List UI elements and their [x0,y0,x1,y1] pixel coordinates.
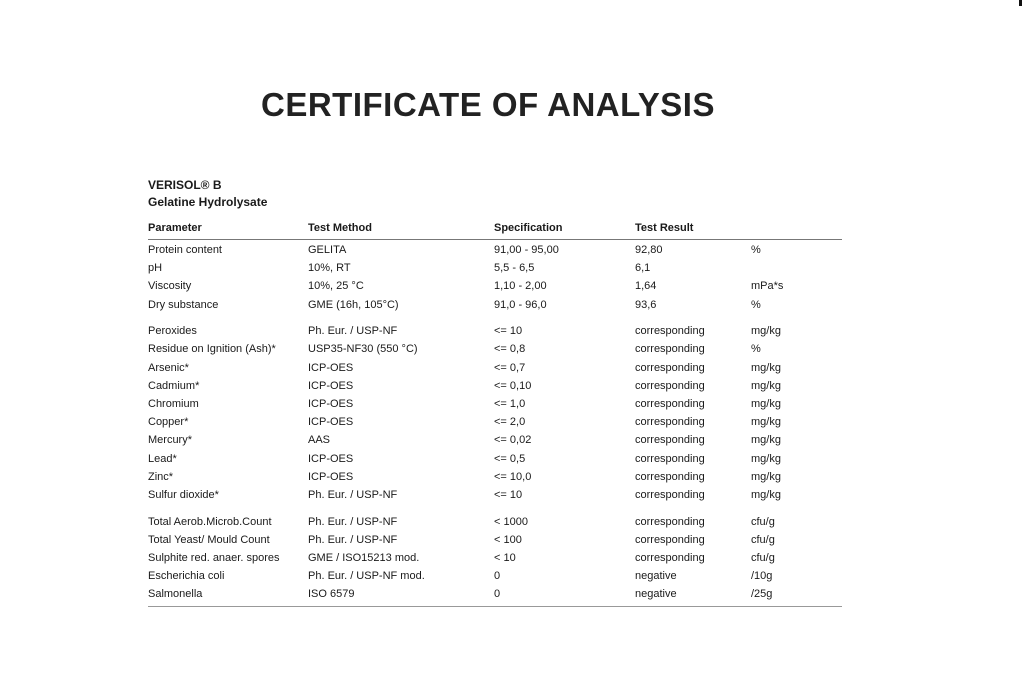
cell-test-result: 92,80 [635,244,663,256]
table-row [148,241,842,259]
cell-parameter: pH [148,262,163,275]
cell-specification: < 10 [494,552,516,564]
cell-specification: <= 10 [494,325,523,338]
cell-test-result: negative [635,588,677,601]
table-row [148,450,842,468]
cell-test-method: Ph. Eur. / USP-NF [308,515,398,528]
cell-test-method: USP35-NF30 (550 °C) [308,343,418,356]
table-row [148,377,842,395]
cell-specification: 1,10 - 2,00 [494,280,547,293]
cell-specification: <= 0,10 [494,379,532,392]
header-divider [148,239,842,240]
cell-specification: 0 [494,588,501,601]
cell-test-method: ICP-OES [308,470,354,483]
cell-specification: 91,0 - 96,0 [494,298,547,311]
header-test-result: Test Result [635,222,694,234]
table-row [148,431,842,449]
cell-unit: % [751,298,761,311]
cell-test-result: corresponding [635,398,705,410]
header-parameter: Parameter [148,222,202,234]
table-row [148,395,842,413]
cell-unit: mg/kg [751,470,781,483]
cell-specification: <= 0,02 [494,434,532,447]
cell-test-result: corresponding [635,361,705,374]
cell-test-method: Ph. Eur. / USP-NF [308,533,398,546]
cell-specification: <= 0,8 [494,343,526,356]
cell-specification: <= 10 [494,488,523,501]
cell-test-method: 10%, RT [308,262,351,275]
cell-unit: % [751,244,761,256]
table-row [148,259,842,277]
cell-test-result: corresponding [635,552,705,564]
cell-parameter: Chromium [148,398,199,410]
cell-test-result: corresponding [635,325,705,338]
table-header [148,219,842,237]
cell-test-method: 10%, 25 °C [308,280,364,293]
cell-test-method: Ph. Eur. / USP-NF [308,325,398,338]
table-row [148,296,842,314]
cell-parameter: Residue on Ignition (Ash)* [148,343,276,356]
cell-specification: < 1000 [494,515,528,528]
cell-parameter: Total Yeast/ Mould Count [148,533,270,546]
cell-unit: mg/kg [751,434,781,447]
cell-unit: /25g [751,588,773,601]
table-row [148,468,842,486]
cell-test-method: ICP-OES [308,379,354,392]
cell-test-method: Ph. Eur. / USP-NF [308,488,398,501]
table-row [148,359,842,377]
cell-parameter: Viscosity [148,280,192,293]
cell-unit: cfu/g [751,552,775,564]
table-row [148,322,842,340]
cell-test-result: corresponding [635,416,705,429]
cell-parameter: Cadmium* [148,379,200,392]
header-test-method: Test Method [308,222,372,234]
table-row [148,567,842,585]
document-title: CERTIFICATE OF ANALYSIS [261,86,715,123]
cell-test-method: GME / ISO15213 mod. [308,552,420,564]
cell-test-method: ICP-OES [308,361,354,374]
group-spacer [148,314,842,323]
cell-unit: mg/kg [751,379,781,392]
analysis-table [148,219,842,607]
cell-test-method: ICP-OES [308,452,354,465]
product-name: VERISOL® B [148,178,222,192]
cell-unit: mg/kg [751,361,781,374]
table-row [148,531,842,549]
table-row [148,486,842,504]
product-block [148,177,267,211]
cell-unit: mg/kg [751,398,781,410]
cell-specification: <= 2,0 [494,416,526,429]
cell-unit: mg/kg [751,416,781,429]
cell-test-method: AAS [308,434,331,447]
cell-test-result: corresponding [635,452,705,465]
table-row [148,549,842,567]
cell-parameter: Dry substance [148,298,219,311]
cell-test-result: 6,1 [635,262,651,275]
cell-unit: mg/kg [751,488,781,501]
table-row [148,585,842,603]
cell-test-method: ICP-OES [308,398,354,410]
cell-parameter: Arsenic* [148,361,189,374]
cell-specification: <= 0,7 [494,361,526,374]
cell-test-result: corresponding [635,343,705,356]
cell-test-result: corresponding [635,379,705,392]
product-type: Gelatine Hydrolysate [148,195,268,209]
cell-parameter: Zinc* [148,470,174,483]
header-specification: Specification [494,222,563,234]
table-row [148,340,842,358]
table-row [148,413,842,431]
cell-unit: mg/kg [751,325,781,338]
cell-test-method: ISO 6579 [308,588,355,601]
cell-parameter: Copper* [148,416,189,429]
cell-parameter: Protein content [148,244,222,256]
cell-specification: 0 [494,570,501,583]
cell-test-result: corresponding [635,470,705,483]
cell-parameter: Total Aerob.Microb.Count [148,515,272,528]
cell-test-method: ICP-OES [308,416,354,429]
cell-test-method: GELITA [308,244,347,256]
cell-test-result: 1,64 [635,280,657,293]
cell-test-result: corresponding [635,533,705,546]
table-body [148,241,842,604]
cell-unit: cfu/g [751,515,775,528]
cell-parameter: Sulfur dioxide* [148,488,219,501]
cell-specification: < 100 [494,533,522,546]
cell-parameter: Salmonella [148,588,203,601]
cell-parameter: Lead* [148,452,177,465]
cell-unit: mg/kg [751,452,781,465]
cell-test-result: corresponding [635,434,705,447]
table-bottom-divider [148,606,842,607]
cell-specification: <= 1,0 [494,398,526,410]
cell-unit: mPa*s [751,280,784,293]
cell-test-result: 93,6 [635,298,657,311]
cell-test-result: corresponding [635,515,705,528]
cell-specification: <= 0,5 [494,452,526,465]
cell-parameter: Sulphite red. anaer. spores [148,552,280,564]
group-spacer [148,504,842,513]
table-row [148,277,842,295]
cell-specification: 5,5 - 6,5 [494,262,535,275]
cell-test-result: corresponding [635,488,705,501]
cell-test-method: GME (16h, 105°C) [308,298,399,311]
cell-specification: <= 10,0 [494,470,532,483]
cell-unit: % [751,343,761,356]
cell-test-result: negative [635,570,677,583]
cell-parameter: Mercury* [148,434,193,447]
cell-parameter: Escherichia coli [148,570,225,583]
cell-unit: /10g [751,570,773,583]
cell-specification: 91,00 - 95,00 [494,244,559,256]
cell-unit: cfu/g [751,533,775,546]
cell-parameter: Peroxides [148,325,197,338]
cell-test-method: Ph. Eur. / USP-NF mod. [308,570,425,583]
table-row [148,513,842,531]
